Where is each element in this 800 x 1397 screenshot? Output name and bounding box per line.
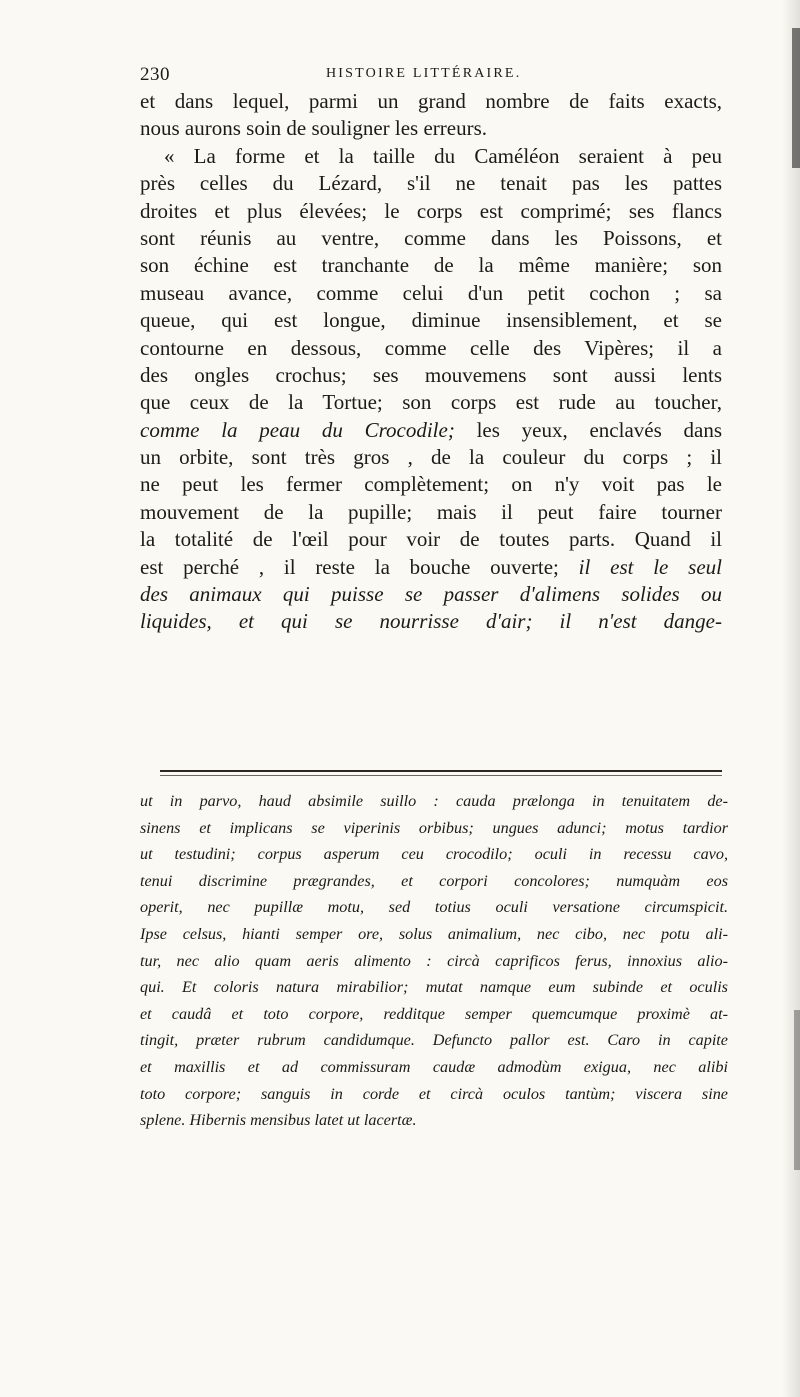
page-edge-mark	[792, 28, 800, 168]
text-segment: museau avance, comme celui d'un petit cochon ; sa	[140, 280, 722, 305]
text-line	[140, 417, 722, 444]
text-line	[140, 335, 722, 362]
footnote-line: splene. Hibernis mensibus latet ut lacertæ.	[140, 1111, 417, 1130]
main-text	[140, 88, 722, 636]
text-line	[140, 198, 722, 225]
text-line	[140, 280, 722, 307]
text-line	[140, 499, 722, 526]
footnote-line: et maxillis et ad commissuram caudæ admodùm exigua, nec alibi	[140, 1057, 728, 1076]
text-line	[140, 554, 722, 581]
text-line	[140, 362, 722, 389]
footnote-line: et caudâ et toto corpore, redditque semper quemcumque proximè at-	[140, 1004, 728, 1023]
text-line	[140, 143, 722, 170]
text-segment: la totalité de l'œil pour voir de toutes parts. Quand il	[140, 527, 722, 552]
text-line	[140, 526, 722, 553]
text-segment: des ongles crochus; ses mouvemens sont aussi lents	[140, 362, 722, 387]
text-line	[140, 88, 722, 115]
footnote-line: tingit, præter rubrum candidumque. Defuncto pallor est. Caro in capite	[140, 1031, 728, 1050]
footnote-line: qui. Et coloris natura mirabilior; mutat namque eum subinde et oculis	[140, 978, 728, 997]
text-segment: un orbite, sont très gros , de la couleur du corps ; il	[140, 445, 722, 470]
text-line	[140, 608, 722, 635]
text-segment: les yeux, enclavés dans	[454, 417, 722, 442]
text-segment: nous aurons soin de souligner les erreurs.	[140, 116, 488, 141]
footnote-line: sinens et implicans se viperinis orbibus; ungues adunci; motus tardior	[140, 818, 728, 837]
footnote-line: toto corpore; sanguis in corde et circà oculos tantùm; viscera sine	[140, 1084, 728, 1103]
page-edge-shadow	[782, 0, 800, 1397]
text-segment: droites et plus élevées; le corps est comprimé; ses flancs	[140, 198, 722, 223]
text-segment: contourne en dessous, comme celle des Vipères; il a	[140, 335, 722, 360]
text-line	[140, 444, 722, 471]
text-segment: et dans lequel, parmi un grand nombre de faits exacts,	[140, 89, 722, 113]
latin-footnote	[140, 788, 728, 1134]
footnote-rule	[160, 770, 722, 772]
text-line	[140, 170, 722, 197]
footnote-line: Ipse celsus, hianti semper ore, solus animalium, nec cibo, nec potu ali-	[140, 924, 728, 943]
footnote-line: tur, nec alio quam aeris alimento : circà caprificos ferus, innoxius alio-	[140, 951, 728, 970]
italic-segment: des animaux qui puisse se passer d'alimens solides ou	[140, 582, 722, 607]
text-line	[140, 225, 722, 252]
footnote-line: ut testudini; corpus asperum ceu crocodilo; oculi in recessu cavo,	[140, 845, 728, 864]
italic-segment: liquides, et qui se nourrisse d'air; il n'est dange-	[140, 609, 722, 634]
text-line	[140, 252, 722, 279]
text-segment: queue, qui est longue, diminue insensiblement, et se	[140, 308, 722, 333]
text-segment: son échine est tranchante de la même manière; son	[140, 253, 722, 278]
footnote-line: tenui discrimine prægrandes, et corpori concolores; numquàm eos	[140, 871, 728, 890]
text-segment: sont réunis au ventre, comme dans les Poissons, et	[140, 225, 722, 250]
footnote-rule-thin	[160, 775, 722, 776]
footnote-line: ut in parvo, haud absimile suillo : cauda prælonga in tenuitatem de-	[140, 792, 728, 810]
text-line	[140, 115, 722, 142]
text-line	[140, 307, 722, 334]
text-segment: est perché , il reste la bouche ouverte;	[140, 554, 579, 579]
footnote-line: operit, nec pupillæ motu, sed totius oculi versatione circumspicit.	[140, 898, 728, 917]
text-segment: mouvement de la pupille; mais il peut faire tourner	[140, 499, 722, 524]
page-edge-mark	[794, 1010, 800, 1170]
running-title: HISTOIRE LITTÉRAIRE.	[326, 66, 522, 81]
italic-segment: comme la peau du Crocodile;	[140, 417, 455, 442]
text-segment: que ceux de la Tortue; son corps est rude au toucher,	[140, 390, 722, 415]
text-segment: près celles du Lézard, s'il ne tenait pas les pattes	[140, 171, 722, 196]
text-line	[140, 389, 722, 416]
italic-segment: il est le seul	[578, 554, 722, 579]
text-segment: « La forme et la taille du Caméléon seraient à peu	[164, 143, 722, 168]
page-number: 230	[140, 64, 170, 85]
text-line	[140, 581, 722, 608]
running-head	[140, 60, 720, 90]
text-line	[140, 471, 722, 498]
text-segment: ne peut les fermer complètement; on n'y voit pas le	[140, 472, 722, 497]
